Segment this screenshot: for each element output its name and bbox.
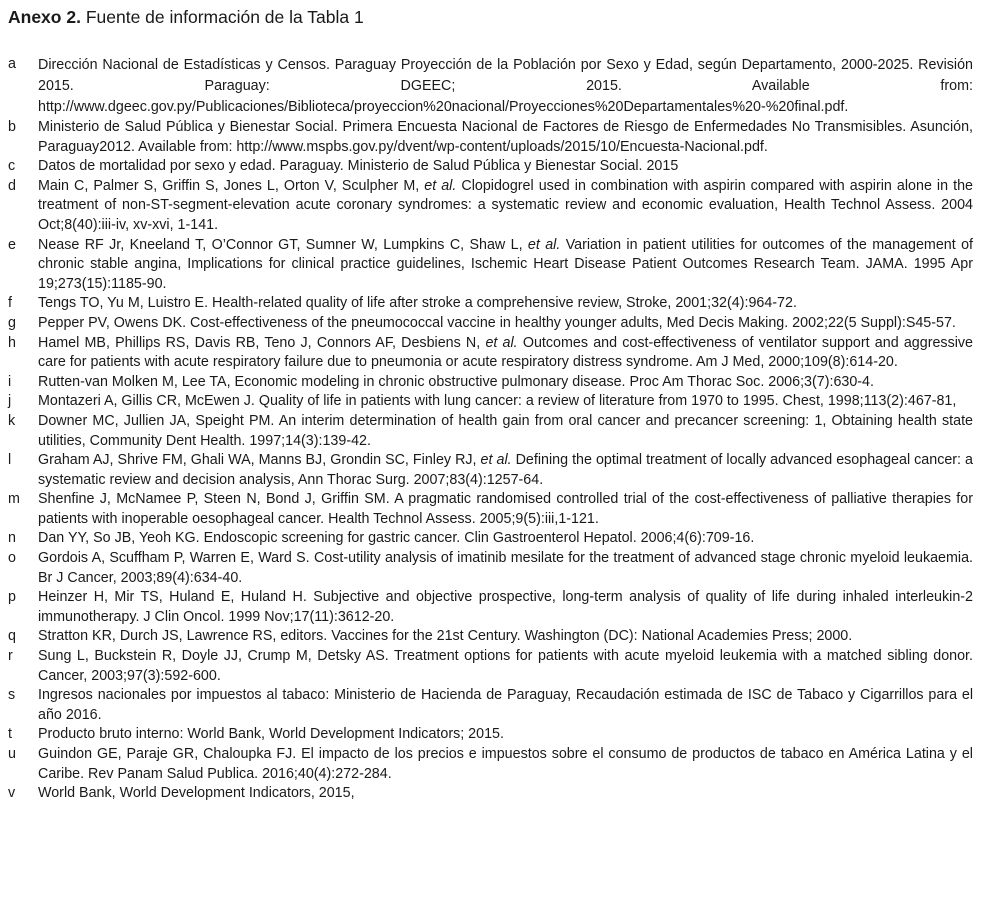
reference-item-c — [8, 157, 973, 177]
reference-text: Ministerio de Salud Pública y Bienestar Social. Primera Encuesta Nacional de Factores de Riesgo de Enfermedades No Transmisibles. Asunción, Paraguay2012. Available from: http://www.mspbs.gov.py/dvent/wp-content/uploads/2015/10/Encuesta-Nacional.pdf. — [38, 119, 973, 155]
reference-item-b — [8, 118, 973, 157]
reference-text: World Bank, World Development Indicators, 2015, — [38, 785, 355, 802]
reference-text: Downer MC, Jullien JA, Speight PM. An interim determination of health gain from oral cancer and precancer screening: 1, Obtaining health state utilities, Community Dent Health. 1997;14(3):139-42. — [38, 412, 973, 449]
reference-letter: g — [8, 314, 16, 331]
reference-text: Pepper PV, Owens DK. Cost-effectiveness of the pneumococcal vaccine in healthy younger adults, Med Decis Making. 2002;22(5 Suppl):S45-57. — [38, 314, 956, 331]
reference-item-g — [8, 314, 973, 334]
reference-letter: s — [8, 687, 16, 704]
reference-item-i — [8, 373, 973, 393]
reference-item-t — [8, 725, 973, 745]
reference-letter: b — [8, 119, 16, 135]
reference-text: Dirección Nacional de Estadísticas y Censos. Paraguay Proyección de la Población por Sexo y Edad, según Departamento, 2000-2025. Revisión 2015. Paraguay: DGEEC; 2015. Available from: http://www.dgeec.gov.py/Publicaciones/Biblioteca/proyeccion%20nacional/Proyecciones%20Departamentales%20-%20final.pdf. — [38, 57, 973, 115]
reference-text: Rutten-van Molken M, Lee TA, Economic modeling in chronic obstructive pulmonary disease. Proc Am Thorac Soc. 2006;3(7):630-4. — [38, 373, 874, 390]
reference-letter: k — [8, 412, 16, 429]
reference-authors: Main C, Palmer S, Griffin S, Jones L, Orton V, Sculpher M, — [38, 177, 425, 194]
reference-text: Producto bruto interno: World Bank, World Development Indicators; 2015. — [38, 726, 504, 743]
reference-list — [8, 55, 973, 804]
reference-text: Datos de mortalidad por sexo y edad. Paraguay. Ministerio de Salud Pública y Bienestar Social. 2015 — [38, 158, 679, 175]
reference-text — [38, 236, 973, 295]
reference-text: Sung L, Buckstein R, Doyle JJ, Crump M, Detsky AS. Treatment options for patients with acute myeloid leukemia with a matched sibling donor. Cancer, 2003;97(3):592-600. — [38, 648, 973, 684]
reference-et-al: et al. — [424, 177, 457, 194]
reference-authors: Graham AJ, Shrive FM, Ghali WA, Manns BJ, Grondin SC, Finley RJ, — [38, 452, 481, 469]
reference-item-u — [8, 745, 973, 784]
reference-item-v — [8, 784, 973, 804]
reference-letter: c — [8, 158, 16, 175]
reference-text — [38, 451, 973, 490]
reference-text: Shenfine J, McNamee P, Steen N, Bond J, Griffin SM. A pragmatic randomised controlled trial of the cost-effectiveness of palliative therapies for patients with inoperable oesophageal cancer. Health Technol Assess. 2005;9(5):iii,1-121. — [38, 491, 973, 527]
reference-item-f — [8, 294, 973, 314]
reference-letter: t — [8, 726, 12, 743]
reference-letter: i — [8, 373, 12, 390]
title-label: Anexo 2. — [8, 7, 81, 27]
reference-item-d — [8, 177, 973, 236]
reference-text — [38, 334, 973, 373]
reference-letter: q — [8, 628, 16, 645]
reference-body: Outcomes and cost-effectiveness of ventilator support and aggressive care for patients with acute respiratory failure due to pneumonia or acute respiratory distress syndrome. Am J Med, 2000;109(8):614-20. — [38, 334, 973, 371]
reference-letter: n — [8, 530, 16, 547]
reference-letter: h — [8, 334, 16, 351]
reference-text — [38, 177, 973, 236]
reference-letter: r — [8, 648, 13, 665]
reference-text: Dan YY, So JB, Yeoh KG. Endoscopic screening for gastric cancer. Clin Gastroenterol Hepatol. 2006;4(6):709-16. — [38, 530, 755, 547]
reference-text: Tengs TO, Yu M, Luistro E. Health-related quality of life after stroke a comprehensive review, Stroke, 2001;32(4):964-72. — [38, 295, 797, 312]
reference-letter: o — [8, 550, 16, 567]
reference-item-k — [8, 412, 973, 451]
reference-letter: j — [8, 393, 12, 410]
reference-body: Variation in patient utilities for outcomes of the management of chronic stable angina, Implications for clinical practice guidelines, Ischemic Heart Disease Patient Outcomes Research Team. JAMA. 1995 Apr 19;273(15):1185-90. — [38, 236, 973, 292]
reference-text: Ingresos nacionales por impuestos al tabaco: Ministerio de Hacienda de Paraguay, Recaudación estimada de ISC de Tabaco y Cigarrillos para el año 2016. — [38, 687, 973, 723]
reference-item-r — [8, 647, 973, 686]
reference-text: Heinzer H, Mir TS, Huland E, Huland H. Subjective and objective prospective, long-term analysis of quality of life during inhaled interleukin-2 immunotherapy. J Clin Oncol. 1999 Nov;17(11):3612-20. — [38, 589, 973, 625]
reference-letter: m — [8, 491, 20, 508]
reference-item-e — [8, 236, 973, 295]
reference-text: Gordois A, Scuffham P, Warren E, Ward S. Cost-utility analysis of imatinib mesilate for the treatment of advanced stage chronic myeloid leukaemia. Br J Cancer, 2003;89(4):634-40. — [38, 550, 973, 586]
reference-et-al: et al. — [480, 452, 512, 469]
reference-letter: v — [8, 785, 16, 802]
reference-et-al: et al. — [485, 334, 518, 351]
reference-letter: l — [8, 452, 12, 469]
reference-letter: f — [8, 295, 12, 312]
reference-item-a — [8, 55, 973, 118]
reference-et-al: et al. — [527, 236, 561, 253]
reference-authors: Nease RF Jr, Kneeland T, O’Connor GT, Sumner W, Lumpkins C, Shaw L, — [38, 236, 528, 253]
reference-item-o — [8, 549, 973, 588]
reference-authors: Hamel MB, Phillips RS, Davis RB, Teno J, Connors AF, Desbiens N, — [38, 334, 486, 351]
reference-item-p — [8, 588, 973, 627]
reference-text: Guindon GE, Paraje GR, Chaloupka FJ. El impacto de los precios e impuestos sobre el consumo de productos de tabaco en América Latina y el Caribe. Rev Panam Salud Publica. 2016;40(4):272-284. — [38, 746, 973, 782]
reference-item-l — [8, 451, 973, 490]
reference-letter: u — [8, 746, 16, 762]
reference-text: Montazeri A, Gillis CR, McEwen J. Quality of life in patients with lung cancer: a review of literature from 1970 to 1995. Chest, 1998;113(2):467-81, — [38, 393, 957, 410]
reference-item-s — [8, 686, 973, 725]
reference-item-h — [8, 334, 973, 373]
reference-item-j — [8, 392, 973, 412]
reference-body: Defining the optimal treatment of locally advanced esophageal cancer: a systematic review and decision analysis, Ann Thorac Surg. 2007;83(4):1257-64. — [38, 452, 973, 488]
reference-letter: e — [8, 236, 16, 253]
reference-item-m — [8, 490, 973, 529]
reference-letter: d — [8, 177, 16, 194]
page-title — [8, 6, 364, 28]
reference-letter: p — [8, 589, 16, 606]
reference-item-n — [8, 529, 973, 549]
reference-letter: a — [8, 56, 16, 72]
reference-body: Clopidogrel used in combination with aspirin compared with aspirin alone in the treatment of non-ST-segment-elevation acute coronary syndromes: a systematic review and economic evaluation, Health Technol Assess. 2004 Oct;8(40):iii-iv, xv-xvi, 1-141. — [38, 177, 973, 233]
reference-text: Stratton KR, Durch JS, Lawrence RS, editors. Vaccines for the 21st Century. Washington (DC): National Academies Press; 2000. — [38, 628, 853, 645]
title-text: Fuente de información de la Tabla 1 — [80, 7, 364, 27]
reference-item-q — [8, 627, 973, 647]
